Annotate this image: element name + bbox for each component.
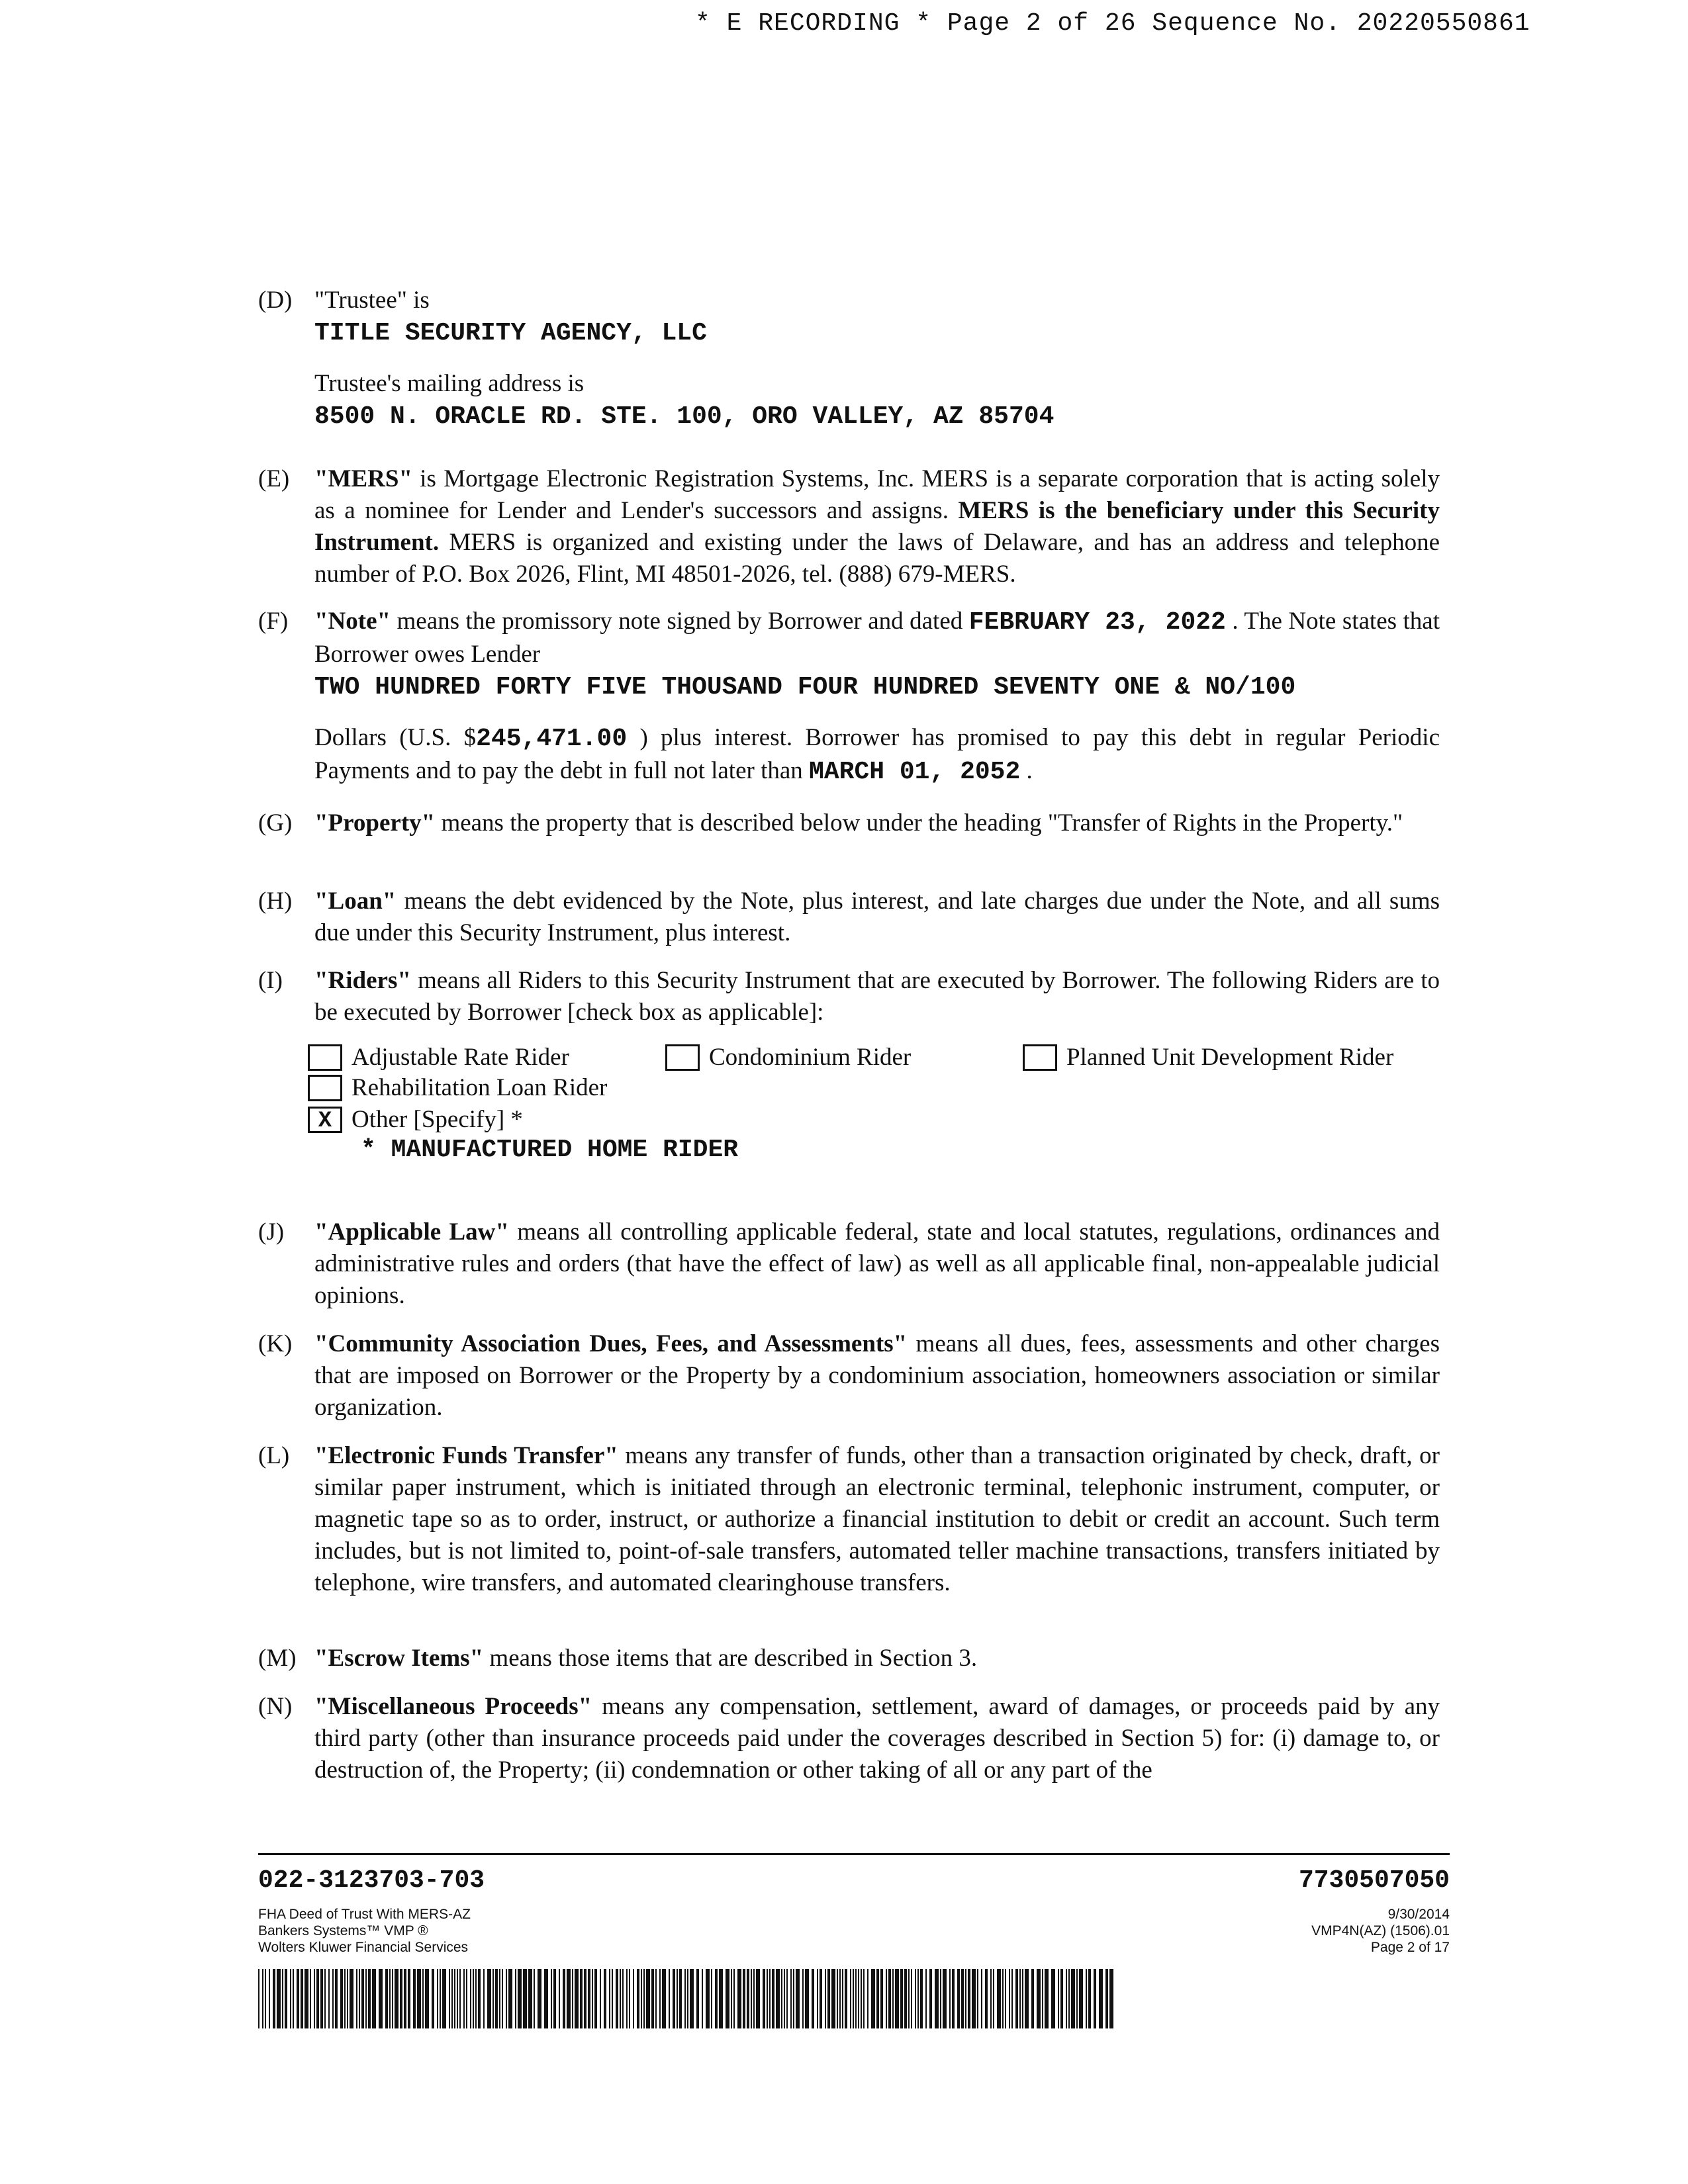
definition-text: MERS is organized and existing under the laws of Delaware, and has an address and telephone number of P.O. Box 2026, Flint, MI 48501-2026, tel. (888) 679-MERS. bbox=[314, 529, 1440, 588]
note-date: FEBRUARY 23, 2022 bbox=[968, 608, 1226, 637]
form-title: FHA Deed of Trust With MERS-AZ bbox=[258, 1907, 471, 1922]
section-label: (G) bbox=[258, 809, 293, 837]
section-e-mers bbox=[258, 463, 1450, 590]
section-d-trustee bbox=[258, 285, 1450, 433]
rider-label: Other [Specify] * bbox=[352, 1106, 523, 1133]
definition-text: means all dues, fees, assessments and other charges that are imposed on Borrower or the Property by a condominium association, homeowners association or similar organization. bbox=[314, 1330, 1440, 1421]
section-label: (M) bbox=[258, 1645, 297, 1672]
term: "Escrow Items" bbox=[314, 1645, 484, 1672]
form-page-number: Page 2 of 17 bbox=[1370, 1940, 1450, 1955]
section-g-property bbox=[258, 807, 1450, 839]
checkbox-other[interactable]: X bbox=[308, 1107, 342, 1133]
term: "Riders" bbox=[314, 967, 411, 994]
amount-in-words: TWO HUNDRED FORTY FIVE THOUSAND FOUR HUNDRED SEVENTY ONE & NO/100 bbox=[314, 673, 1296, 702]
section-label: (F) bbox=[258, 608, 289, 635]
checkbox-condominium[interactable] bbox=[665, 1044, 700, 1071]
section-label: (K) bbox=[258, 1330, 293, 1357]
trustee-address-label: Trustee's mailing address is bbox=[314, 370, 585, 397]
term: "Property" bbox=[314, 809, 436, 837]
definition-text: means the property that is described below under the heading "Transfer of Rights in the Property." bbox=[435, 809, 1403, 837]
page-footer bbox=[258, 1853, 1450, 1955]
rider-condominium bbox=[665, 1042, 911, 1073]
definition-text: means the promissory note signed by Borrower and dated bbox=[391, 608, 969, 635]
section-label: (N) bbox=[258, 1693, 293, 1720]
recording-header: * E RECORDING * Page 2 of 26 Sequence No. 20220550861 bbox=[695, 9, 1530, 38]
rider-rehabilitation-loan bbox=[308, 1072, 607, 1104]
section-n-miscellaneous-proceeds bbox=[258, 1691, 1450, 1786]
checkbox-adjustable-rate[interactable] bbox=[308, 1044, 342, 1071]
term: "Applicable Law" bbox=[314, 1218, 509, 1246]
rider-label: Rehabilitation Loan Rider bbox=[352, 1074, 608, 1101]
form-publisher: Wolters Kluwer Financial Services bbox=[258, 1940, 469, 1955]
rider-planned-unit-development bbox=[1023, 1042, 1393, 1073]
dollars-prefix: Dollars (U.S. $ bbox=[314, 724, 477, 751]
term: "Electronic Funds Transfer" bbox=[314, 1442, 618, 1469]
definition-text: means all Riders to this Security Instrument that are executed by Borrower. The following Riders are to be executed by Borrower [check box as applicable]: bbox=[314, 967, 1440, 1026]
section-i-riders bbox=[258, 965, 1450, 1181]
footer-divider bbox=[258, 1853, 1450, 1855]
section-label: (I) bbox=[258, 967, 283, 994]
loan-number: 022-3123703-703 bbox=[258, 1866, 485, 1895]
section-k-community-association bbox=[258, 1328, 1450, 1424]
definition-text: means any transfer of funds, other than a transaction originated by check, draft, or similar paper instrument, which is initiated through an electronic terminal, telephonic instrument, computer, or magnetic tape so as to order, instruct, or authorize a financial institution to debit or credit an account. Such term includes, but is not limited to, point-of-sale transfers, automated teller machine transactions, transfers initiated by telephone, wire transfers, and automated clearinghouse transfers. bbox=[314, 1442, 1440, 1596]
other-rider-specification: * MANUFACTURED HOME RIDER bbox=[361, 1136, 739, 1164]
trustee-intro: "Trustee" is bbox=[314, 287, 430, 314]
section-m-escrow-items bbox=[258, 1643, 1450, 1674]
section-f-note bbox=[258, 606, 1450, 788]
rider-checklist bbox=[314, 1042, 1440, 1181]
definition-text: means those items that are described in Section 3. bbox=[483, 1645, 978, 1672]
section-label: (J) bbox=[258, 1218, 285, 1246]
definition-text: is Mortgage Electronic Registration Systems, Inc. MERS is a separate corporation that is acting solely as a nominee for Lender and Lender's successors and assigns. bbox=[314, 465, 1440, 524]
term: "Miscellaneous Proceeds" bbox=[314, 1693, 592, 1720]
form-date: 9/30/2014 bbox=[1387, 1907, 1450, 1922]
section-label: (L) bbox=[258, 1442, 290, 1469]
term: "MERS" bbox=[314, 465, 412, 492]
rider-other bbox=[308, 1104, 523, 1136]
rider-label: Planned Unit Development Rider bbox=[1066, 1044, 1394, 1071]
rider-adjustable-rate bbox=[308, 1042, 569, 1073]
term: "Loan" bbox=[314, 887, 397, 915]
definition-text: . The Note states that Borrower owes Lender bbox=[314, 608, 1440, 668]
document-number: 7730507050 bbox=[1298, 1866, 1450, 1895]
trustee-name: TITLE SECURITY AGENCY, LLC bbox=[314, 319, 707, 347]
term: "Community Association Dues, Fees, and Assessments" bbox=[314, 1330, 908, 1357]
form-code: VMP4N(AZ) (1506).01 bbox=[1311, 1923, 1450, 1938]
checkbox-rehabilitation-loan[interactable] bbox=[308, 1075, 342, 1101]
trustee-address: 8500 N. ORACLE RD. STE. 100, ORO VALLEY, AZ 85704 bbox=[314, 402, 1055, 431]
form-vendor: Bankers Systems™ VMP ® bbox=[258, 1923, 428, 1938]
maturity-date: MARCH 01, 2052 bbox=[809, 758, 1021, 786]
form-version-info bbox=[1311, 1906, 1450, 1956]
barcode-image bbox=[258, 1969, 1119, 2028]
definition-text: means any compensation, settlement, award of damages, or proceeds paid by any third party (other than insurance proceeds paid under the coverages described in Section 5) for: (i) damage to, or destruction of, the Property; (ii) condemnation or other taking of all or any part of the bbox=[314, 1693, 1440, 1784]
checkbox-planned-unit-development[interactable] bbox=[1023, 1044, 1057, 1071]
rider-label: Adjustable Rate Rider bbox=[352, 1044, 569, 1071]
loan-amount: 245,471.00 bbox=[476, 725, 628, 753]
section-label: (E) bbox=[258, 465, 290, 492]
form-identification bbox=[258, 1906, 471, 1956]
definition-text: . bbox=[1020, 757, 1033, 784]
section-label: (H) bbox=[258, 887, 293, 915]
rider-label: Condominium Rider bbox=[709, 1044, 912, 1071]
section-l-electronic-funds-transfer bbox=[258, 1440, 1450, 1599]
section-h-loan bbox=[258, 886, 1450, 949]
definition-bold: MERS is the beneficiary under this Security Instrument. bbox=[314, 497, 1440, 556]
term: "Note" bbox=[314, 608, 391, 635]
definition-text: means the debt evidenced by the Note, plus interest, and late charges due under the Note, and all sums due under this Security Instrument, plus interest. bbox=[314, 887, 1440, 946]
section-j-applicable-law bbox=[258, 1216, 1450, 1312]
definition-text: means all controlling applicable federal, state and local statutes, regulations, ordinances and administrative rules and orders (that have the effect of law) as well as all applicable final, non-appealable judicial opinions. bbox=[314, 1218, 1440, 1309]
section-label: (D) bbox=[258, 287, 293, 314]
definition-text: ) plus interest. Borrower has promised to pay this debt in regular Periodic Payments and to pay the debt in full not later than bbox=[314, 724, 1440, 784]
